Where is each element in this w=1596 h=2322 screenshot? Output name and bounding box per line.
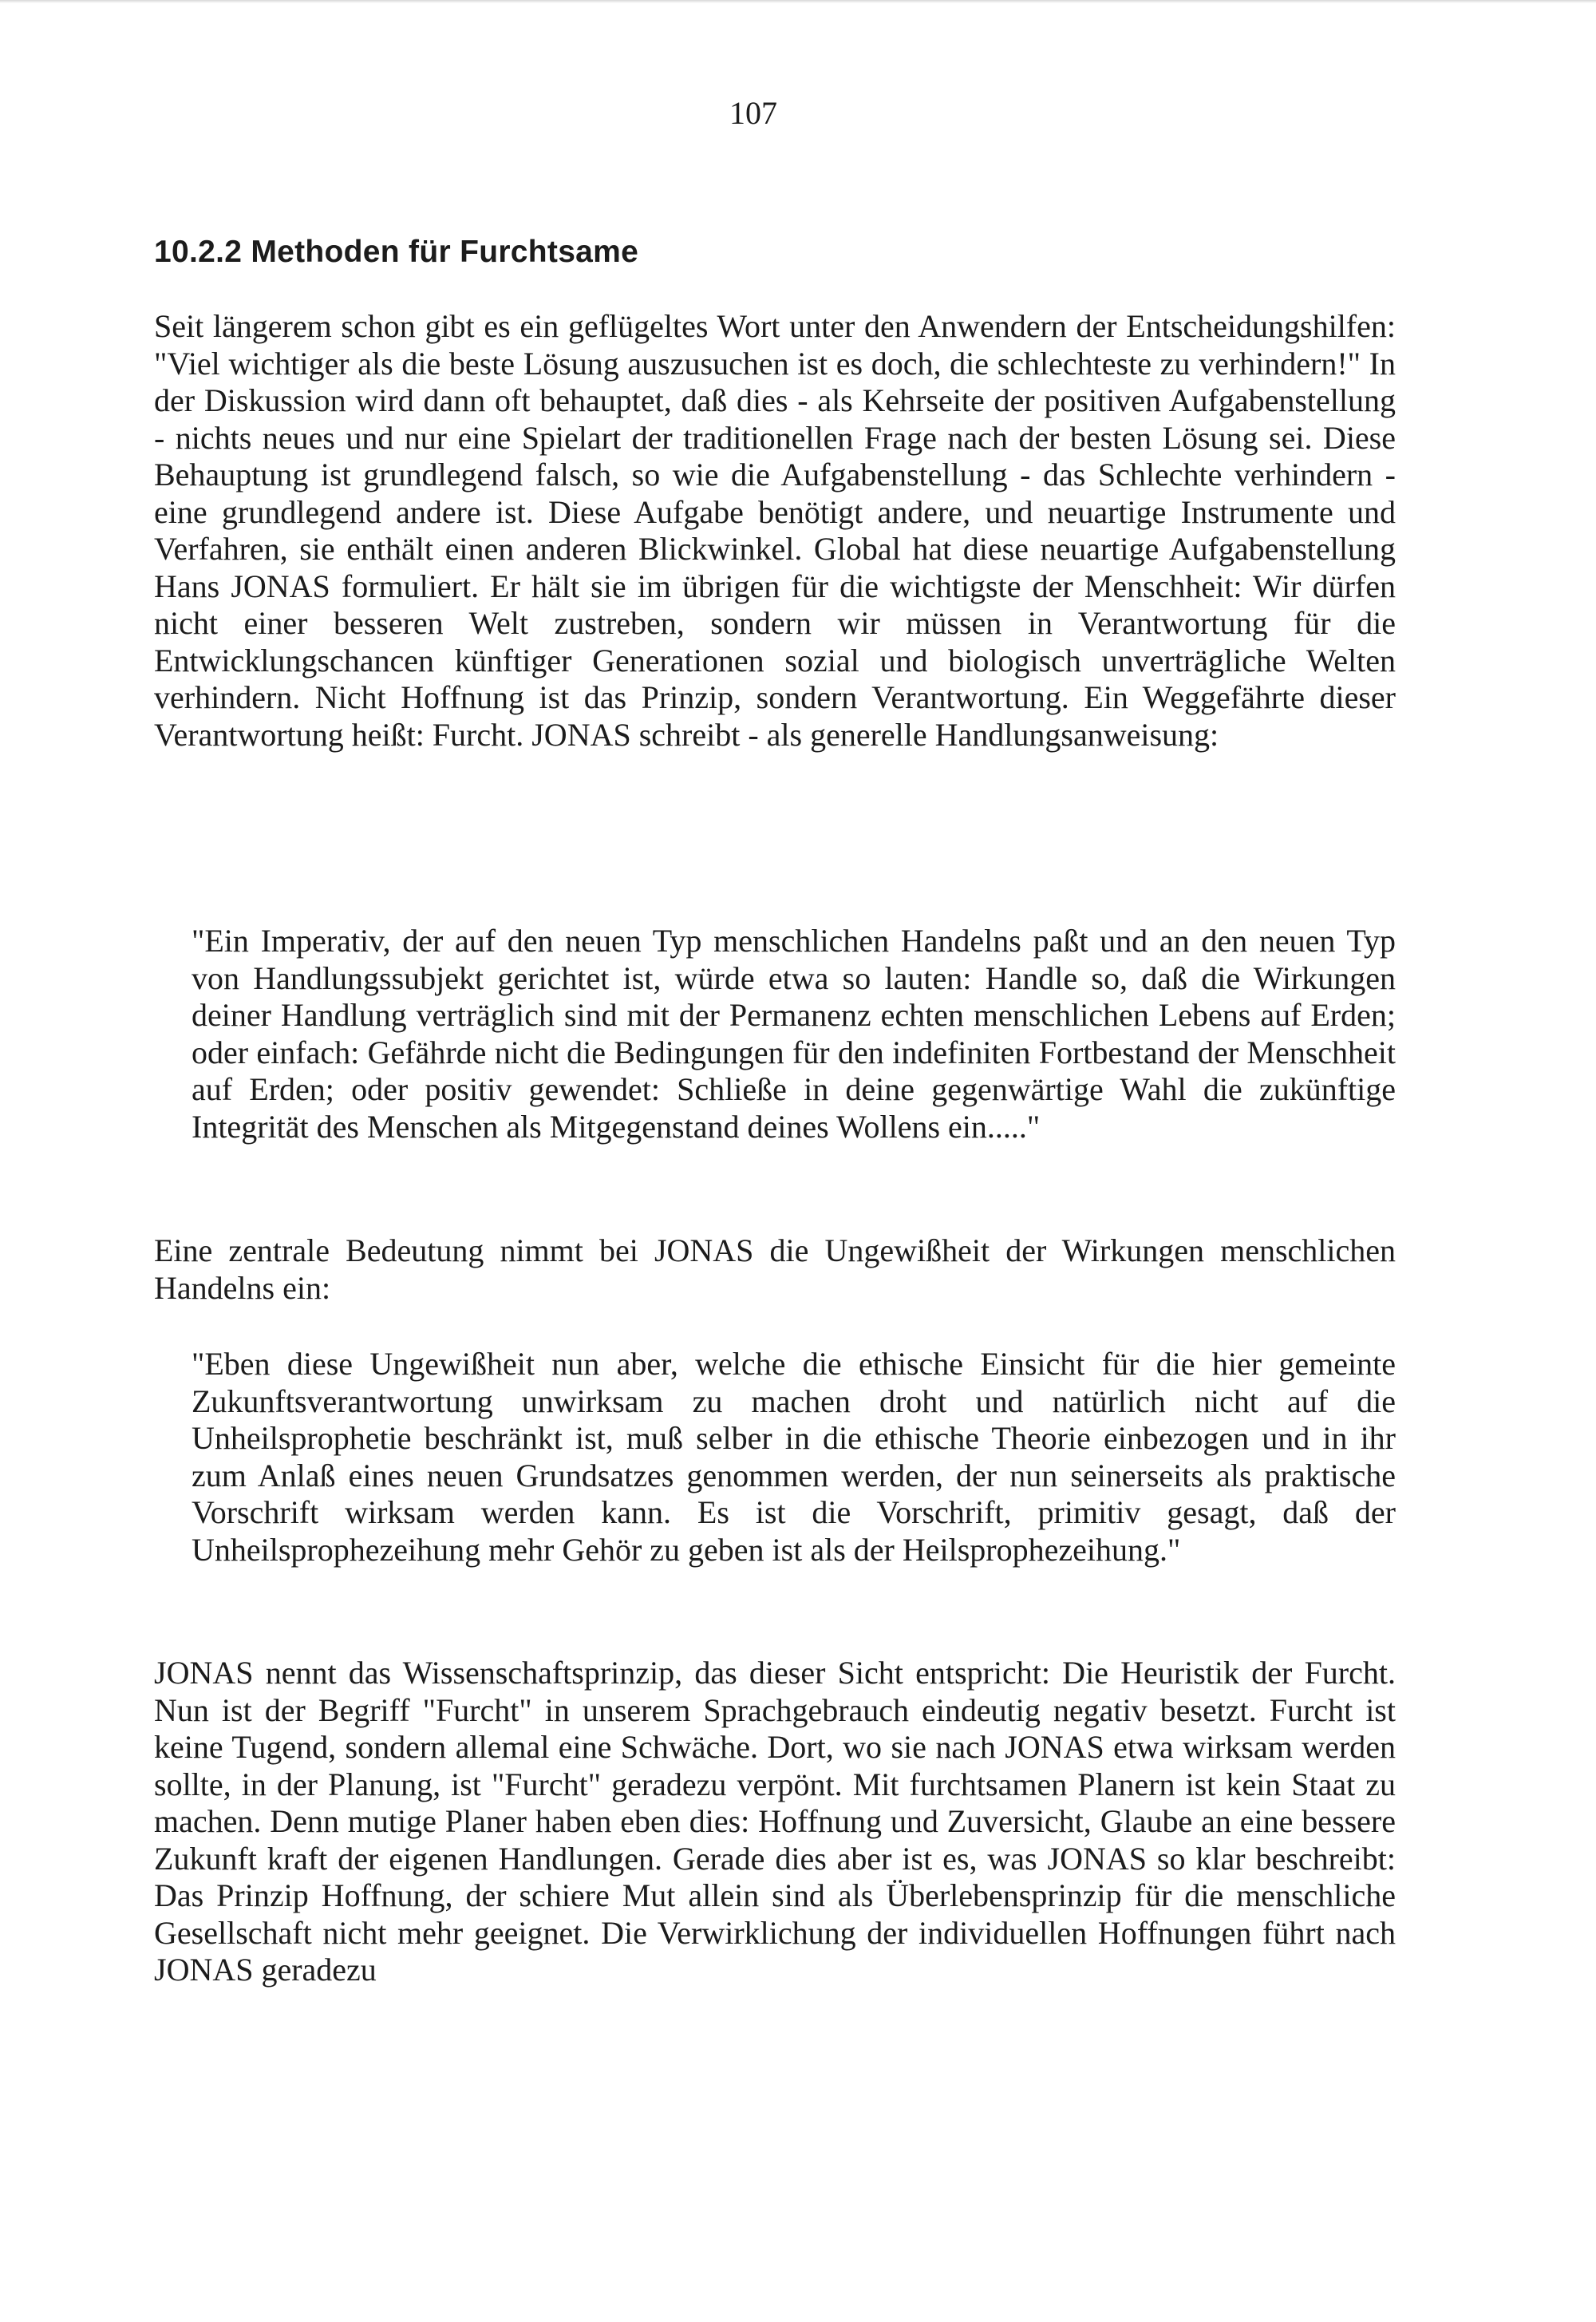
body-paragraph-1: Seit längerem schon gibt es ein geflügeltes Wort unter den Anwendern der Entscheidungshilfen: "Viel wichtiger als die beste Lösung auszusuchen ist es doch, die schlechteste zu verhindern!" In der Diskussion wird dann oft behauptet, daß dies - als Kehrseite der positiven Aufgabenstellung - nichts neues und nur eine Spielart der traditionellen Frage nach der besten Lösung sei. Diese Behauptung ist grundlegend falsch, so wie die Aufgabenstellung - das Schlechte verhindern - eine grundlegend andere ist. Diese Aufgabe benötigt andere, und neuartige Instrumente und Verfahren, sie enthält einen anderen Blickwinkel. Global hat diese neuartige Aufgabenstellung Hans JONAS formuliert. Er hält sie im übrigen für die wichtigste der Menschheit: Wir dürfen nicht einer besseren Welt zustreben, sondern wir müssen in Verantwortung für die Entwicklungschancen künftiger Generationen sozial und biologisch unverträgliche Welten verhindern. Nicht Hoffnung ist das Prinzip, sondern Verantwortung. Ein Weggefährte dieser Verantwortung heißt: Furcht. JONAS schreibt - als generelle Handlungsanweisung: [154, 308, 1396, 753]
block-quote-2: "Eben diese Ungewißheit nun aber, welche die ethische Einsicht für die hier gemeinte Zukunftsverantwortung unwirksam zu machen droht und natürlich nicht auf die Unheilsprophetie beschränkt ist, muß selber in die ethische Theorie einbezogen und in ihr zum Anlaß eines neuen Grundsatzes genommen werden, der nun seinerseits als praktische Vorschrift wirksam werden kann. Es ist die Vorschrift, primitiv gesagt, daß der Unheilsprophezeihung mehr Gehör zu geben ist als der Heilsprophezeihung." [192, 1346, 1396, 1568]
body-paragraph-3: JONAS nennt das Wissenschaftsprinzip, das dieser Sicht entspricht: Die Heuristik der Furcht. Nun ist der Begriff "Furcht" in unserem Sprachgebrauch eindeutig negativ besetzt. Furcht ist keine Tugend, sondern allemal eine Schwäche. Dort, wo sie nach JONAS etwa wirksam werden sollte, in der Planung, ist "Furcht" geradezu verpönt. Mit furchtsamen Planern ist kein Staat zu machen. Denn mutige Planer haben eben dies: Hoffnung und Zuversicht, Glaube an eine bessere Zukunft kraft der eigenen Handlungen. Gerade dies aber ist es, was JONAS so klar beschreibt: Das Prinzip Hoffnung, der schiere Mut allein sind als Überlebensprinzip für die menschliche Gesellschaft nicht mehr geeignet. Die Verwirklichung der individuellen Hoffnungen führt nach JONAS geradezu [154, 1655, 1396, 1988]
page-number: 107 [729, 95, 777, 131]
block-quote-1: "Ein Imperativ, der auf den neuen Typ menschlichen Handelns paßt und an den neuen Typ von Handlungssubjekt gerichtet ist, würde etwa so lauten: Handle so, daß die Wirkungen deiner Handlung verträglich sind mit der Permanenz echten menschlichen Lebens auf Erden; oder einfach: Gefährde nicht die Bedingungen für den indefiniten Fortbestand der Menschheit auf Erden; oder positiv gewendet: Schließe in deine gegenwärtige Wahl die zukünftige Integrität des Menschen als Mitgegenstand deines Wollens ein....." [192, 923, 1396, 1145]
body-paragraph-2: Eine zentrale Bedeutung nimmt bei JONAS die Ungewißheit der Wirkungen menschlichen Handelns ein: [154, 1232, 1396, 1306]
section-heading: 10.2.2 Methoden für Furchtsame [154, 235, 639, 269]
